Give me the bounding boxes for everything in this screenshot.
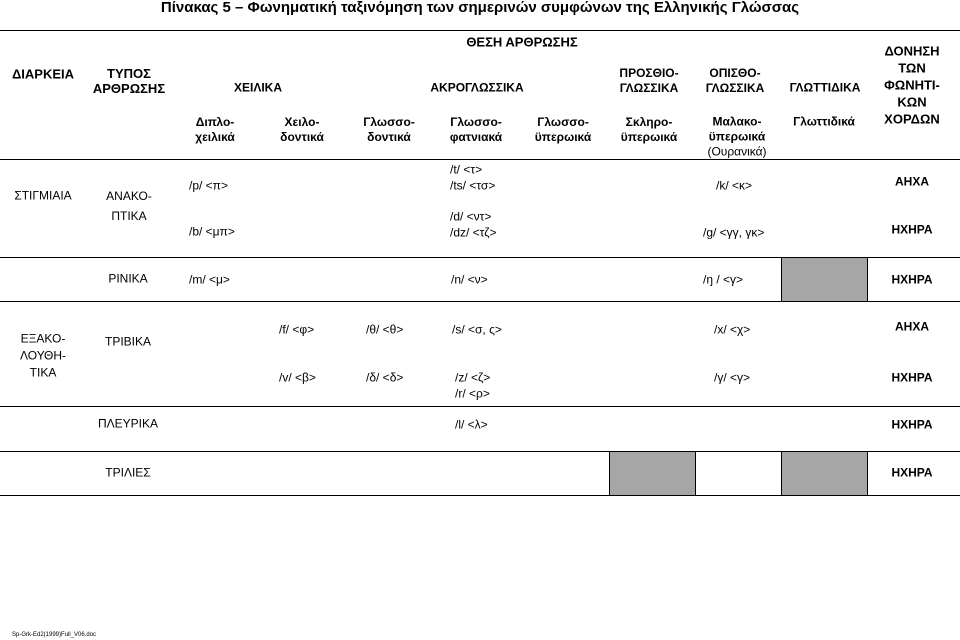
table-line bbox=[867, 257, 868, 301]
header-opisthoglossika bbox=[706, 66, 765, 96]
table-line bbox=[0, 257, 960, 258]
cell-x: /x/ <χ> bbox=[714, 322, 751, 337]
voicing-label: ΗΧΗΡΑ bbox=[891, 465, 933, 480]
header-line: ΠΡΟΣΘΙΟ- bbox=[619, 66, 679, 80]
cell-th: /θ/ <θ> bbox=[366, 322, 404, 337]
header-prosthioglossika bbox=[619, 66, 678, 96]
cell-ng: /ŋ / <γ> bbox=[703, 272, 744, 287]
table-line bbox=[695, 451, 696, 495]
table-line bbox=[781, 257, 782, 301]
header-glottidika: ΓΛΩΤΤΙΔΙΚΑ bbox=[789, 80, 861, 95]
voicing-label: ΗΧΗΡΑ bbox=[891, 222, 933, 237]
cell-r: /r/ <ρ> bbox=[455, 386, 490, 401]
row-tribika: ΤΡΙΒΙΚΑ bbox=[104, 334, 152, 349]
subheader-line: φατνιακά bbox=[449, 130, 503, 144]
row-label-line: ΑΝΑΚΟ- bbox=[106, 189, 152, 203]
voicing-label: ΗΧΗΡΑ bbox=[891, 370, 933, 385]
subheader-line: Μαλακο- bbox=[712, 114, 762, 129]
header-akroglossika: ΑΚΡΟΓΛΩΣΣΙΚΑ bbox=[430, 80, 524, 95]
header-line: ΓΛΩΣΣΙΚΑ bbox=[619, 81, 679, 95]
header-thesi: ΘΕΣΗ ΑΡΘΡΩΣΗΣ bbox=[466, 34, 578, 50]
header-xeilika: ΧΕΙΛΙΚΑ bbox=[233, 80, 283, 95]
subheader-line: ϋπερωικά bbox=[620, 130, 678, 144]
row-pleyrika: ΠΛΕΥΡΙΚΑ bbox=[97, 416, 159, 431]
subheader-line: Σκληρο- bbox=[625, 115, 673, 129]
header-line: ΧΟΡΔΩΝ bbox=[884, 111, 940, 127]
voicing-label: ΑΗΧΑ bbox=[894, 174, 930, 189]
voicing-label: ΑΗΧΑ bbox=[894, 319, 930, 334]
shaded-cell bbox=[609, 451, 695, 495]
cell-k: /k/ <κ> bbox=[716, 178, 753, 193]
voicing-label: ΗΧΗΡΑ bbox=[891, 272, 933, 287]
row-eksakolouthitika bbox=[20, 331, 66, 382]
cell-v: /v/ <β> bbox=[279, 370, 316, 385]
cell-dz: /dz/ <τζ> bbox=[450, 225, 497, 240]
row-rinika: ΡΙΝΙΚΑ bbox=[108, 271, 148, 286]
row-anakoptika bbox=[106, 186, 152, 226]
subheader-line: Γλωσσο- bbox=[450, 115, 502, 129]
header-donisi bbox=[884, 43, 940, 128]
subheader-cheilodontika bbox=[280, 115, 324, 145]
row-label-line: ΤΙΚΑ bbox=[29, 365, 57, 380]
shaded-cell bbox=[781, 257, 867, 301]
cell-dh: /δ/ <δ> bbox=[366, 370, 404, 385]
voicing-label: ΗΧΗΡΑ bbox=[891, 417, 933, 432]
table-line bbox=[0, 30, 960, 31]
header-diarkeia: ΔΙΑΡΚΕΙΑ bbox=[11, 66, 75, 82]
cell-l: /l/ <λ> bbox=[455, 417, 488, 432]
subheader-glossodontika bbox=[363, 115, 415, 145]
cell-n: /n/ <ν> bbox=[451, 272, 488, 287]
cell-b: /b/ <μπ> bbox=[189, 224, 235, 239]
cell-ts: /ts/ <τσ> bbox=[450, 178, 496, 193]
cell-gh: /γ/ <γ> bbox=[714, 370, 751, 385]
table-line bbox=[0, 495, 960, 496]
row-label-line: ΛΟΥΘΗ- bbox=[19, 348, 67, 363]
subheader-line: χειλικά bbox=[195, 130, 235, 144]
subheader-line: ϋπερωικά bbox=[534, 130, 592, 144]
table-line bbox=[867, 451, 868, 495]
subheader-glossouperoika bbox=[535, 115, 591, 145]
table-line bbox=[609, 451, 610, 495]
header-line: ΚΩΝ bbox=[897, 94, 927, 110]
page-title: Πίνακας 5 – Φωνηματική ταξινόμηση των σημερινών συμφώνων της Ελληνικής Γλώσσας bbox=[160, 0, 800, 16]
subheader-line: Γλωσσο- bbox=[537, 115, 589, 129]
header-line: ΔΟΝΗΣΗ bbox=[884, 43, 940, 59]
table-line bbox=[0, 451, 960, 452]
cell-t: /t/ <τ> bbox=[450, 162, 483, 177]
subheader-line: Χειλο- bbox=[284, 115, 320, 129]
subheader-line: ϋπερωικά bbox=[708, 129, 766, 144]
table-line bbox=[0, 406, 960, 407]
table-line bbox=[0, 159, 960, 160]
row-stigmiaia: ΣΤΙΓΜΙΑΙΑ bbox=[14, 188, 72, 203]
cell-p: /p/ <π> bbox=[189, 178, 228, 193]
cell-f: /f/ <φ> bbox=[279, 322, 315, 337]
cell-d: /d/ <ντ> bbox=[450, 209, 492, 224]
row-trilies: ΤΡΙΛΙΕΣ bbox=[105, 465, 151, 480]
subheader-glottidika: Γλωττιδικά bbox=[793, 114, 855, 129]
header-typos-line: ΤΥΠΟΣ bbox=[107, 66, 151, 81]
header-line: ΤΩΝ bbox=[898, 60, 926, 76]
subheader-malakoyperoika bbox=[707, 115, 766, 160]
row-label-line: ΕΞΑΚΟ- bbox=[20, 331, 66, 346]
header-line: ΦΩΝΗΤΙ- bbox=[884, 77, 940, 93]
table-line bbox=[0, 301, 960, 302]
subheader-line: δοντικά bbox=[280, 130, 324, 144]
cell-m: /m/ <μ> bbox=[189, 272, 230, 287]
row-label-line: ΠΤΙΚΑ bbox=[111, 209, 147, 223]
cell-z: /z/ <ζ> bbox=[455, 370, 491, 385]
header-line: ΓΛΩΣΣΙΚΑ bbox=[705, 81, 765, 95]
subheader-line: Γλωσσο- bbox=[363, 115, 415, 129]
subheader-line: Διπλο- bbox=[195, 115, 235, 129]
header-typos bbox=[93, 66, 165, 96]
subheader-diplocheilika bbox=[195, 115, 235, 145]
footer-filename: Sp-Grk-Ed2(1999)Full_V06.doc bbox=[12, 632, 97, 638]
header-line: ΟΠΙΣΘΟ- bbox=[709, 66, 761, 80]
subheader-line: (Ουρανικά) bbox=[707, 144, 767, 159]
cell-g: /g/ <γγ, γκ> bbox=[703, 225, 765, 240]
header-typos-line: ΑΡΘΡΩΣΗΣ bbox=[92, 81, 166, 96]
subheader-skliroyperoika bbox=[621, 115, 677, 145]
subheader-line: δοντικά bbox=[367, 130, 411, 144]
shaded-cell bbox=[781, 451, 867, 495]
cell-s: /s/ <σ, ς> bbox=[452, 322, 502, 337]
table-line bbox=[781, 451, 782, 495]
subheader-glossofatniaka bbox=[450, 115, 502, 145]
